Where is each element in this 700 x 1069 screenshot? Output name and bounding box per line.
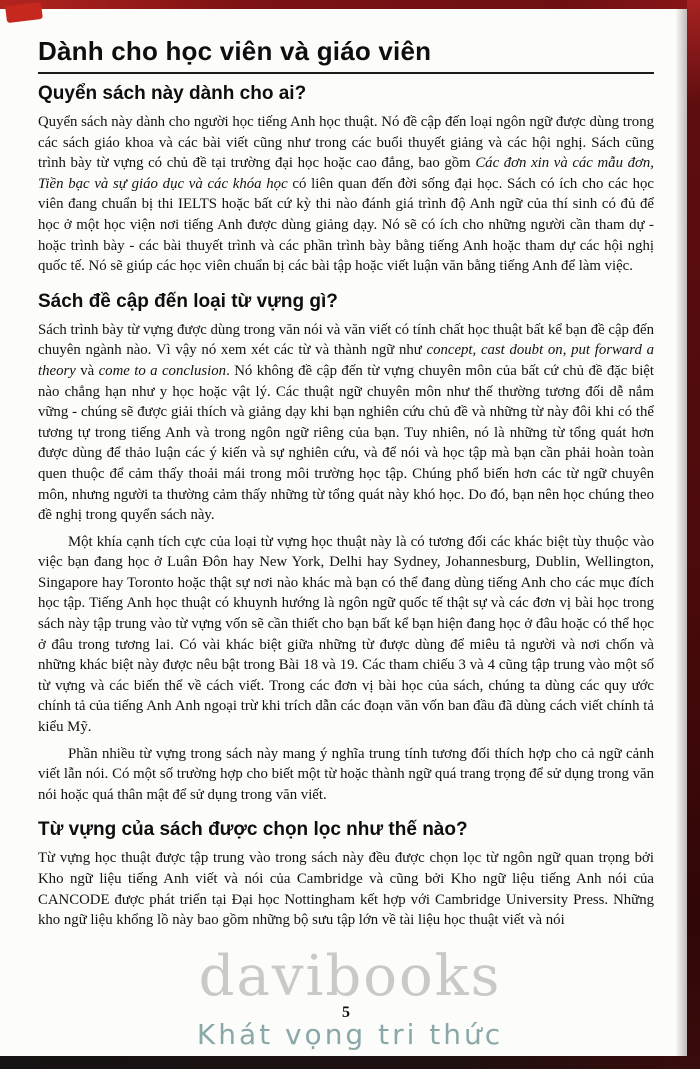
section-heading-who-for: Quyển sách này dành cho ai? [38,83,307,104]
paragraph: Từ vựng học thuật được tập trung vào trong sách này đều được chọn lọc từ ngôn ngữ quan trọng bởi Kho ngữ liệu tiếng Anh viết và nói của Cambridge và cũng bởi Kho ngữ liệu tiếng Anh nói của CANCODE được phát triển tại Đại học Nottingham kết hợp với Cambridge University Press. Những kho ngữ liệu khổng lồ này bao gồm những bộ sưu tập lớn về tài liệu học thuật viết và nói [38,850,654,929]
watermark-slogan: Khát vọng tri thức [196,1018,504,1051]
watermark-davibooks: davibooks [198,944,502,1009]
scan-edge-bottom [0,1056,700,1069]
section-how-vocabulary-chosen [38,819,654,930]
paragraph: Một khía cạnh tích cực của loại từ vựng học thuật này là có tương đối các khác biệt tùy thuộc vào việc bạn đang học ở Luân Đôn hay New York, Delhi hay Sydney, Johannesburg, Dublin, Wellington, Singapore hay Toronto hoặc thật sự nơi nào khác mà bạn có thể đang dùng tiếng Anh cho các mục đích học tập. Tiếng Anh học thuật có khuynh hướng là ngôn ngữ quốc tế thật sự và các đơn vị bài học trong sách này tập trung vào từ vựng vốn sẽ cần thiết cho bạn bất kể bạn hiện đang học ở đâu hoặc có thể học ở đâu trong tương lai. Có vài khác biệt giữa những từ được dùng để miêu tả người và nơi chốn và những khác biệt này được nêu bật trong Bài 18 và 19. Các tham chiếu 3 và 4 cũng tập trung vào một số từ vựng và các biến thể về cách viết. Trong các đơn vị bài học của sách, chúng ta dùng các quy ước chính tả của tiếng Anh Anh ngoại trừ khi trích dẫn các đoạn văn vốn ban đầu đã dùng cách viết chính tả kiểu Mỹ. [38,533,654,736]
book-page-content [38,36,654,937]
paragraph: Phần nhiều từ vựng trong sách này mang ý nghĩa trung tính tương đối thích hợp cho cả ngữ cảnh viết lẫn nói. Có một số trường hợp cho biết một từ hoặc thành ngữ quá trang trọng để sử dụng trong văn nói hoặc quá thân mật để sử dụng trong văn viết. [38,745,654,803]
page-number: 5 [342,1004,350,1021]
title-rule [38,72,654,74]
section-heading-what-vocabulary: Sách đề cập đến loại từ vựng gì? [38,290,338,312]
paragraph: Sách trình bày từ vựng được dùng trong văn nói và văn viết có tính chất học thuật bất kể bạn đề cập đến chuyên ngành nào. Vì vậy nó xem xét các từ và thành ngữ như concept, cast doubt on, put forward a theory và come to a conclusion. Nó không đề cập đến từ vựng chuyên môn của bất cứ chủ đề đặc biệt nào chẳng hạn như y học hoặc vật lý. Các thuật ngữ chuyên môn như thế thường tương đối dễ nắm vững - chúng sẽ được giải thích và giảng dạy khi bạn nghiên cứu chủ đề và những từ này đôi khi có thể tương tự trong tiếng Anh và trong ngôn ngữ riêng của bạn. Tuy nhiên, nó là những từ tổng quát hơn được dùng để thảo luận các ý kiến và sự nghiên cứu, và để nói và học tập mà bạn cần phải hoàn toàn quen thuộc để cảm thấy thoải mái trong môi trường học tập. Chúng phổ biến hơn các từ ngữ chuyên môn, nhưng người ta thường cảm thấy những từ tổng quát này khó học. Do đó, bạn nên học chúng theo đề nghị trong quyển sách này. [38,321,654,524]
paragraph: Quyển sách này dành cho người học tiếng Anh học thuật. Nó đề cập đến loại ngôn ngữ được dùng trong các sách giáo khoa và các bài viết cũng như trong các buổi thuyết giảng và các hội nghị. Sách cũng trình bày từ vựng có chủ đề tại trường đại học hoặc cao đẳng, bao gồm Các đơn xin và các mẫu đơn, Tiền bạc và sự giáo dục và các khóa học có liên quan đến đời sống đại học. Sách có ích cho các học viên đang chuẩn bị thi IELTS hoặc bất cứ kỳ thi nào đánh giá trình độ Anh ngữ của thí sinh có đủ để học ở một học viện nơi tiếng Anh được dùng giảng dạy. Nó sẽ có ích cho những người cần tham dự - hoặc trình bày - các bài thuyết trình và các phần trình bày bằng tiếng Anh hoặc tham dự các hội nghị quốc tế. Nó sẽ giúp các học viên chuẩn bị các bài tập hoặc viết luận văn bằng tiếng Anh để làm việc. [38,114,654,275]
page-title: Dành cho học viên và giáo viên [38,36,432,66]
section-what-vocabulary [38,291,654,806]
section-who-is-this-book-for [38,83,654,277]
scan-edge-right [687,0,700,1069]
scan-corner-mark [5,2,43,23]
scan-edge-top [0,0,700,9]
section-heading-how-chosen: Từ vựng của sách được chọn lọc như thế nào? [38,819,468,841]
scan-gutter-shadow [675,0,687,1069]
